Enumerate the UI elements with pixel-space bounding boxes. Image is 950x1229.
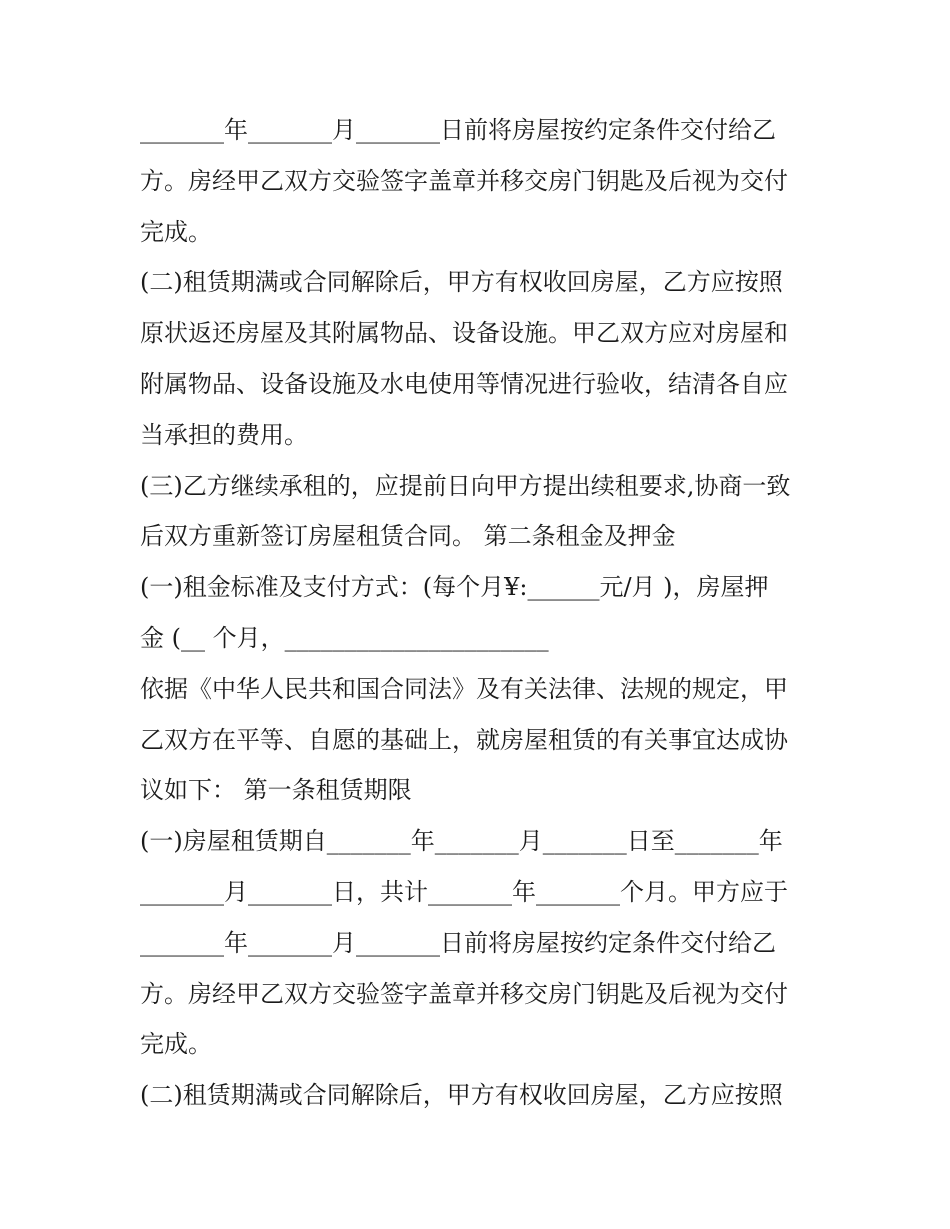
text-line: 乙双方在平等、自愿的基础上，就房屋租赁的有关事宜达成协 [140,726,788,754]
text-line: (二)租赁期满或合同解除后，甲方有权收回房屋，乙方应按照 [140,268,783,296]
text-line: _______月_______日，共计_______年_______个月。甲方应于 [140,878,788,906]
text-line: (一)租金标准及支付方式：(每个月¥:______元/月 )，房屋押 [140,573,769,601]
text-line: 依据《中华人民共和国合同法》及有关法律、法规的规定，甲 [140,675,788,703]
text-line: (二)租赁期满或合同解除后，甲方有权收回房屋，乙方应按照 [140,1081,783,1109]
text-line: 当承担的费用。 [140,421,308,449]
text-line: _______年_______月_______日前将房屋按约定条件交付给乙 [140,929,776,957]
text-line: 金 (__ 个月，______________________ [140,624,549,652]
text-line: 附属物品、设备设施及水电使用等情况进行验收，结清各自应 [140,370,788,398]
text-line: (三)乙方继续承租的，应提前日向甲方提出续租要求,协商一致 [140,472,791,500]
text-line: 议如下： 第一条租赁期限 [140,776,412,804]
text-line: (一)房屋租赁期自_______年_______月_______日至_______年 [140,827,783,855]
text-line: 完成。 [140,1030,212,1058]
text-line: 后双方重新签订房屋租赁合同。 第二条租金及押金 [140,522,676,550]
text-line: 方。房经甲乙双方交验签字盖章并移交房门钥匙及后视为交付 [140,980,788,1008]
text-line: _______年_______月_______日前将房屋按约定条件交付给乙 [140,116,776,144]
text-line: 原状返还房屋及其附属物品、设备设施。甲乙双方应对房屋和 [140,319,788,347]
text-line: 完成。 [140,218,212,246]
text-line: 方。房经甲乙双方交验签字盖章并移交房门钥匙及后视为交付 [140,167,788,195]
